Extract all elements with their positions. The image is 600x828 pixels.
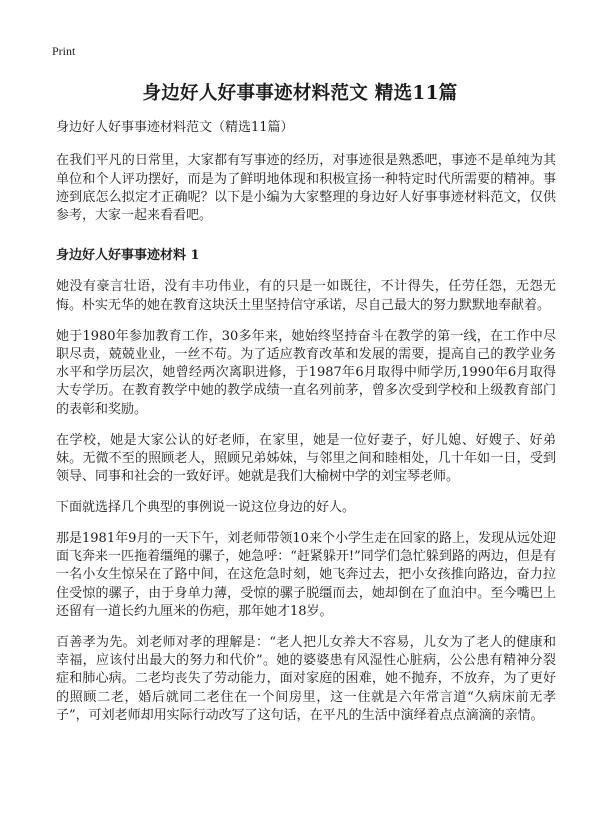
body-paragraph: 她于1980年参加教育工作，30多年来，她始终坚持奋斗在教学的第一线，在工作中尽职尽责，兢兢业业，一丝不苟。为了适应教育改革和发展的需要，提高自己的教学业务水平和学历层次，她曾经两次离职进修，于1987年6月取得中师学历,1990年6月取得大专学历。在教育教学中她的教学成绩一直名列前茅，曾多次受到学校和上级教育部门的表彰和奖励。 xyxy=(56,328,556,417)
page-title: 身边好人好事事迹材料范文 精选11篇 xyxy=(142,83,458,104)
section-heading: 身边好人好事事迹材料 1 xyxy=(56,248,200,264)
intro-paragraph: 在我们平凡的日常里，大家都有写事迹的经历，对事迹很是熟悉吧，事迹不是单纯为其单位和个人评功摆好，而是为了鲜明地体现和积极宣扬一种特定时代所需要的精神。事迹到底怎么拟定才正确呢？以下是小编为大家整理的身边好人好事事迹材料范文，仅供参考，大家一起来看看吧。 xyxy=(56,153,556,224)
body-paragraph: 她没有豪言壮语，没有丰功伟业，有的只是一如既往，不计得失，任劳任怨，无怨无悔。朴实无华的她在教育这块沃土里坚持信守承诺，尽自己最大的努力默默地奉献着。 xyxy=(56,279,556,313)
body-paragraph: 下面就选择几个典型的事例说一说这位身边的好人。 xyxy=(56,499,356,515)
document-body xyxy=(56,119,556,738)
body-paragraph: 百善孝为先。刘老师对孝的理解是：“老人把儿女养大不容易，儿女为了老人的健康和幸福，应该付出最大的努力和代价”。她的婆婆患有风湿性心脏病，公公患有精神分裂症和肺心病。二老均丧失了劳动能力，面对家庭的困难，她不抛弃，不放弃，为了更好的照顾二老，婚后就同二老住在一个间房里，这一住就是六年常言道“久病床前无孝子”，可刘老师却用实际行动改写了这句话，在平凡的生活中演绎着点点滴滴的亲情。 xyxy=(56,634,556,723)
document-subtitle: 身边好人好事事迹材料范文（精选11篇） xyxy=(56,120,294,135)
print-label: Print xyxy=(52,44,76,58)
body-paragraph: 那是1981年9月的一天下午，刘老师带领10来个小学生走在回家的路上，发现从远处迎面飞奔来一匹拖着缰绳的骡子，她急呼：“赶紧躲开!”同学们急忙躲到路的两边，但是有一名小女生惊呆在了路中间，在这危急时刻，她飞奔过去，把小女孩推向路边，奋力拉住受惊的骡子，由于身单力薄，受惊的骡子脱缰而去，她却倒在了血泊中。至今嘴巴上还留有一道长约九厘米的伤疤，那年她才18岁。 xyxy=(56,530,556,619)
body-paragraph: 在学校，她是大家公认的好老师，在家里，她是一位好妻子，好儿媳、好嫂子、好弟妹。无微不至的照顾老人，照顾兄弟姊妹，与邻里之间和睦相处，几十年如一日，受到领导、同事和社会的一致好评。她就是我们大榆树中学的刘宝琴老师。 xyxy=(56,432,556,485)
